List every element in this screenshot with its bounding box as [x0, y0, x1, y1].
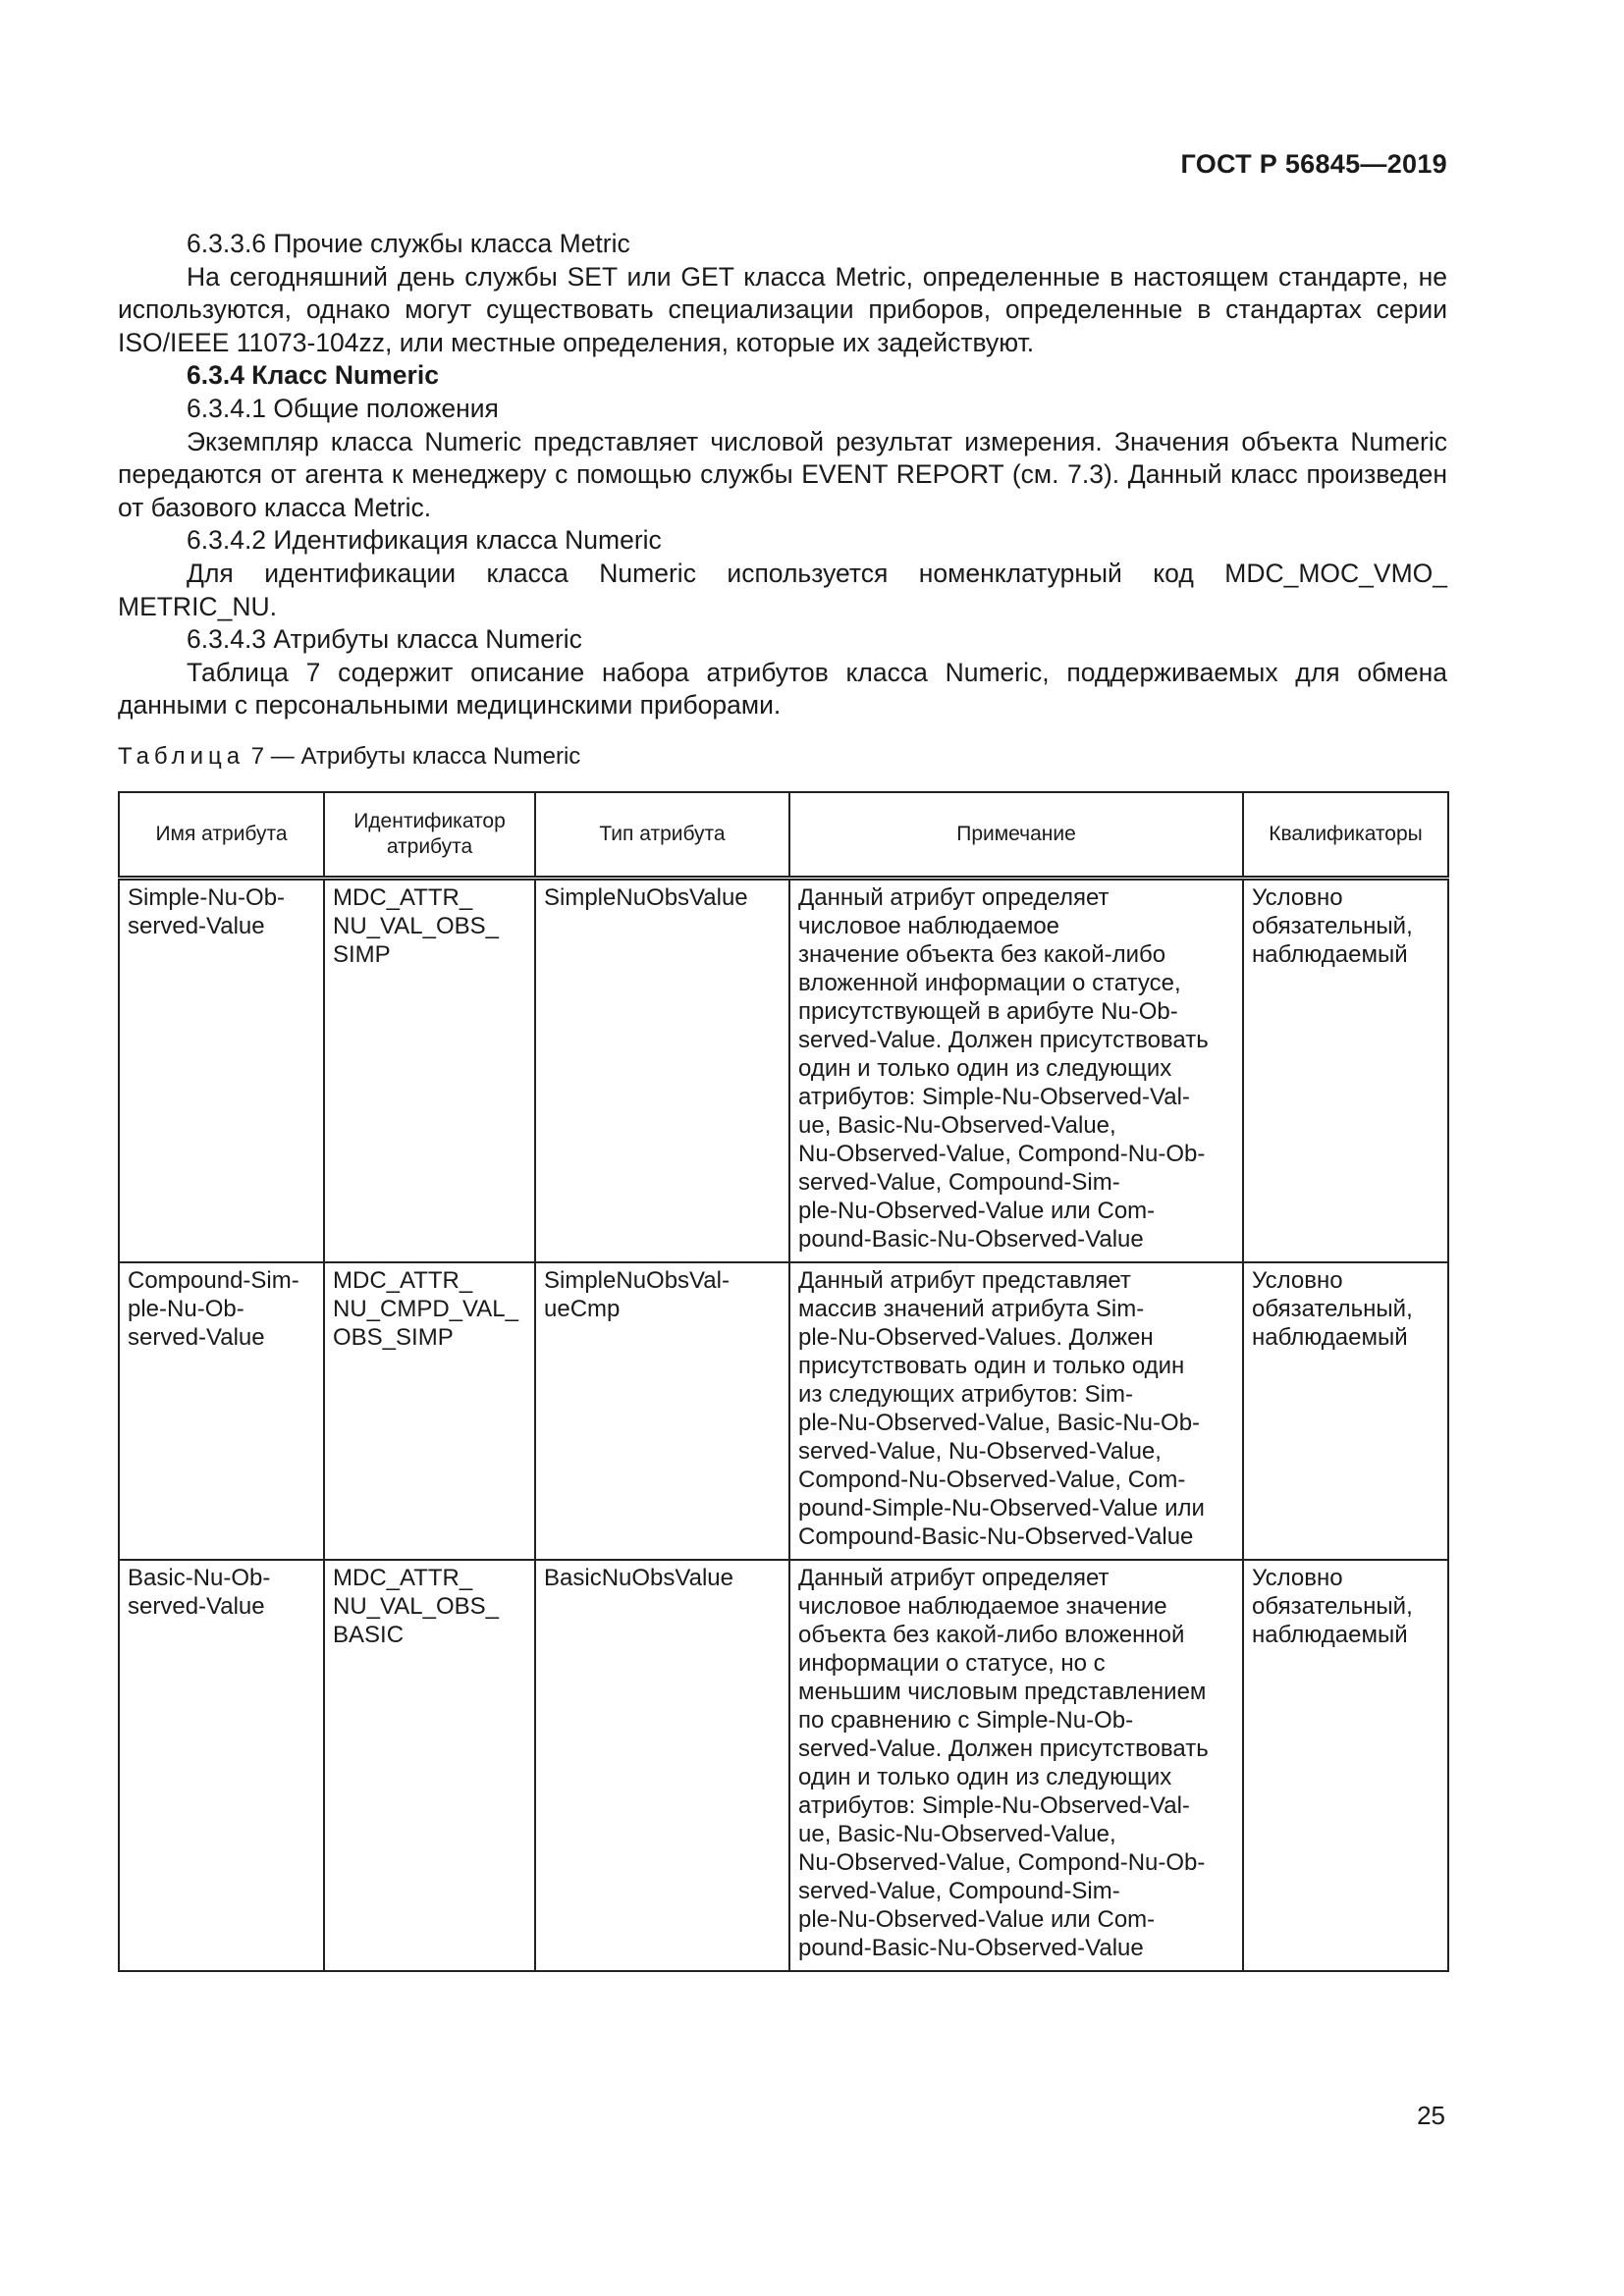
cell-text-line: pound-Simple-Nu-Observed-Value или: [798, 1495, 1205, 1522]
cell-text-line: из следующих атрибутов: Sim-: [798, 1381, 1133, 1408]
cell-text-line: NU_CMPD_VAL_: [333, 1296, 518, 1322]
cell-note: [789, 1262, 1243, 1560]
column-header-type: Тип атрибута: [535, 792, 789, 879]
cell-text-line: ple-Nu-Observed-Value или Com-: [798, 1198, 1156, 1224]
table-row: [119, 1262, 1448, 1560]
cell-text-line: Условно: [1252, 884, 1343, 911]
cell-attribute-type: [535, 1262, 789, 1560]
cell-text-line: SIMP: [333, 941, 391, 968]
cell-text-line: ue, Basic-Nu-Observed-Value,: [798, 1821, 1116, 1847]
cell-attribute-type: [535, 1560, 789, 1971]
page-number: 25: [1417, 2101, 1445, 2130]
cell-text-line: BASIC: [333, 1622, 405, 1648]
cell-text-line: ueCmp: [544, 1296, 621, 1322]
section-heading-6-3-4-1: 6.3.4.1 Общие положения: [187, 393, 499, 423]
cell-qualifiers: [1243, 1560, 1448, 1971]
cell-attribute-id: [324, 1262, 535, 1560]
cell-qualifiers: [1243, 879, 1448, 1263]
cell-text-line: MDC_ATTR_: [333, 1565, 473, 1591]
attributes-table: [118, 791, 1449, 1972]
cell-text-line: объекта без какой-либо вложенной: [798, 1622, 1185, 1648]
cell-text-line: информации о статусе, но с: [798, 1650, 1106, 1677]
cell-text-line: один и только один из следующих: [798, 1055, 1172, 1082]
body-text: [118, 228, 1447, 722]
cell-text-line: OBS_SIMP: [333, 1324, 454, 1351]
cell-text-line: served-Value, Compound-Sim-: [798, 1169, 1120, 1196]
cell-text-line: ue, Basic-Nu-Observed-Value,: [798, 1112, 1116, 1139]
cell-attribute-id: [324, 879, 535, 1263]
cell-text-line: Nu-Observed-Value, Compond-Nu-Ob-: [798, 1849, 1206, 1876]
cell-attribute-name: [119, 1560, 324, 1971]
cell-text-line: обязательный,: [1252, 1593, 1413, 1620]
cell-text-line: наблюдаемый: [1252, 1622, 1408, 1648]
cell-text-line: ple-Nu-Ob-: [128, 1296, 244, 1322]
cell-text-line: числовое наблюдаемое: [798, 913, 1060, 939]
paragraph-numeric-instance: Экземпляр класса Numeric представляет числовой результат измерения. Значения объекта Numeric передаются от агента к менеджеру с помощью службы EVENT REPORT (см. 7.3). Данный класс произведен от базового класса Metric.: [118, 426, 1447, 522]
cell-text-line: обязательный,: [1252, 1296, 1413, 1322]
cell-attribute-id: [324, 1560, 535, 1971]
cell-text-line: served-Value, Compound-Sim-: [798, 1878, 1120, 1904]
column-header-note: Примечание: [789, 792, 1243, 879]
document-id-header: ГОСТ Р 56845—2019: [1180, 149, 1447, 179]
cell-text-line: pound-Basic-Nu-Observed-Value: [798, 1226, 1144, 1253]
cell-text-line: ple-Nu-Observed-Value, Basic-Nu-Ob-: [798, 1410, 1201, 1436]
cell-text-line: наблюдаемый: [1252, 941, 1408, 968]
cell-text-line: Simple-Nu-Ob-: [128, 884, 286, 911]
cell-text-line: Compond-Nu-Observed-Value, Com-: [798, 1467, 1186, 1493]
cell-text-line: MDC_ATTR_: [333, 1267, 473, 1294]
cell-text-line: Данный атрибут представляет: [798, 1267, 1131, 1294]
cell-text-line: Данный атрибут определяет: [798, 884, 1110, 911]
cell-text-line: меньшим числовым представлением: [798, 1679, 1207, 1705]
table-row: [119, 879, 1448, 1263]
cell-text-line: Compound-Basic-Nu-Observed-Value: [798, 1523, 1194, 1550]
table-caption-title: 7 — Атрибуты класса Numeric: [244, 743, 581, 770]
cell-text-line: присутствующей в арибуте Nu-Ob-: [798, 998, 1178, 1025]
cell-text-line: NU_VAL_OBS_: [333, 1593, 499, 1620]
cell-text-line: вложенной информации о статусе,: [798, 970, 1181, 996]
cell-attribute-name: [119, 879, 324, 1263]
cell-attribute-name: [119, 1262, 324, 1560]
cell-text-line: served-Value: [128, 1593, 265, 1620]
cell-text-line: значение объекта без какой-либо: [798, 941, 1166, 968]
cell-text-line: числовое наблюдаемое значение: [798, 1593, 1167, 1620]
section-heading-6-3-3-6: 6.3.3.6 Прочие службы класса Metric: [187, 229, 630, 258]
table-caption-prefix: Таблица: [118, 743, 245, 770]
cell-text-line: served-Value: [128, 913, 265, 939]
cell-text-line: SimpleNuObsValue: [544, 884, 748, 911]
table-header-row: [119, 792, 1448, 879]
paragraph-table-intro: Таблица 7 содержит описание набора атрибутов класса Numeric, поддерживаемых для обмена данными с персональными медицинскими приборами.: [118, 657, 1447, 721]
section-heading-6-3-4: 6.3.4 Класс Numeric: [187, 360, 439, 391]
cell-text-line: ple-Nu-Observed-Values. Должен: [798, 1324, 1154, 1351]
cell-text-line: Basic-Nu-Ob-: [128, 1565, 271, 1591]
cell-text-line: Условно: [1252, 1565, 1343, 1591]
cell-text-line: served-Value. Должен присутствовать: [798, 1735, 1209, 1762]
cell-text-line: served-Value: [128, 1324, 265, 1351]
cell-text-line: BasicNuObsValue: [544, 1565, 733, 1591]
cell-text-line: ple-Nu-Observed-Value или Com-: [798, 1906, 1156, 1933]
cell-text-line: Nu-Observed-Value, Compond-Nu-Ob-: [798, 1141, 1206, 1167]
cell-text-line: массив значений атрибута Sim-: [798, 1296, 1145, 1322]
cell-text-line: Условно: [1252, 1267, 1343, 1294]
section-heading-6-3-4-3: 6.3.4.3 Атрибуты класса Numeric: [187, 624, 582, 655]
cell-attribute-type: [535, 879, 789, 1263]
cell-text-line: по сравнению с Simple-Nu-Ob-: [798, 1707, 1134, 1734]
cell-note: [789, 1560, 1243, 1971]
cell-note: [789, 879, 1243, 1263]
cell-text-line: NU_VAL_OBS_: [333, 913, 499, 939]
paragraph-metric-services: На сегодняшний день службы SET или GET класса Metric, определенные в настоящем стандарте, не используются, однако могут существовать специализации приборов, определенные в стандартах серии ISO/IEEE 11073-104zz, или местные определения, которые их задействуют.: [118, 261, 1447, 357]
cell-text-line: присутствовать один и только один: [798, 1353, 1185, 1379]
cell-text-line: SimpleNuObsVal-: [544, 1267, 730, 1294]
cell-text-line: наблюдаемый: [1252, 1324, 1408, 1351]
section-heading-6-3-4-2: 6.3.4.2 Идентификация класса Numeric: [187, 525, 662, 556]
cell-text-line: served-Value, Nu-Observed-Value,: [798, 1438, 1162, 1465]
column-header-id: Идентификатор атрибута: [324, 792, 535, 879]
cell-text-line: Compound-Sim-: [128, 1267, 299, 1294]
paragraph-numeric-identification: Для идентификации класса Numeric используется номенклатурный код MDC_MOC_VMO_ METRIC_NU.: [118, 558, 1447, 621]
cell-qualifiers: [1243, 1262, 1448, 1560]
table-caption: [118, 743, 580, 771]
cell-text-line: один и только один из следующих: [798, 1764, 1172, 1790]
cell-text-line: обязательный,: [1252, 913, 1413, 939]
cell-text-line: атрибутов: Simple-Nu-Observed-Val-: [798, 1792, 1190, 1819]
cell-text-line: pound-Basic-Nu-Observed-Value: [798, 1935, 1144, 1961]
cell-text-line: атрибутов: Simple-Nu-Observed-Val-: [798, 1084, 1190, 1110]
column-header-qualifiers: Квалификаторы: [1243, 792, 1448, 879]
cell-text-line: MDC_ATTR_: [333, 884, 473, 911]
table-row: [119, 1560, 1448, 1971]
column-header-name: Имя атрибута: [119, 792, 324, 879]
cell-text-line: Данный атрибут определяет: [798, 1565, 1110, 1591]
cell-text-line: served-Value. Должен присутствовать: [798, 1027, 1209, 1053]
